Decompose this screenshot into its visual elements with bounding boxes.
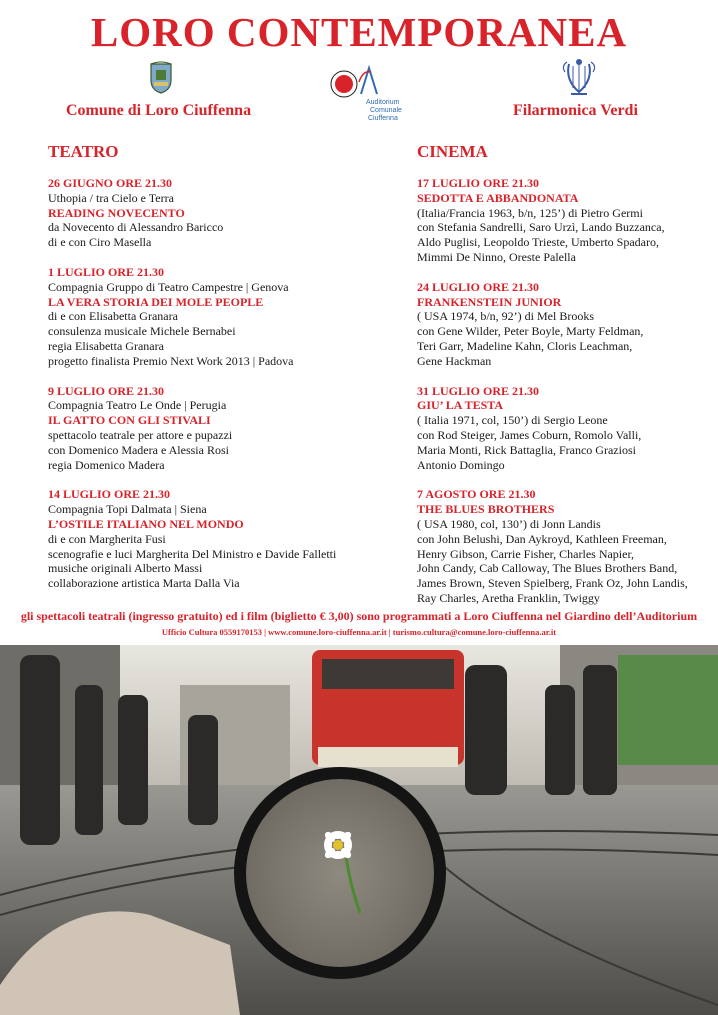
event-detail: da Novecento di Alessandro Baricco [48,220,224,235]
event-detail: Aldo Puglisi, Leopoldo Trieste, Umberto Spadaro, [417,235,659,250]
event-company: Compagnia Gruppo di Teatro Campestre | Genova [48,279,289,294]
event-detail: Antonio Domingo [417,457,505,472]
comune-crest-icon [148,60,174,94]
event-company: Uthopia / tra Cielo e Terra [48,190,174,205]
auditorium-logo-line-3: Ciuffenna [368,115,398,122]
filarmonica-lyre-icon [561,58,597,98]
auditorium-logo-icon [330,60,420,122]
event-detail: spettacolo teatrale per attore e pupazzi [48,427,233,442]
cinema-heading: CINEMA [417,142,488,161]
event-detail: John Candy, Cab Calloway, The Blues Brothers Band, [417,561,678,576]
event-company: Compagnia Teatro Le Onde | Perugia [48,398,227,413]
event-detail: regia Elisabetta Granara [48,338,164,353]
event-detail: Teri Garr, Madeline Kahn, Cloris Leachman, [417,338,633,353]
event-title: FRANKENSTEIN JUNIOR [417,294,562,309]
event-date: 24 LUGLIO ORE 21.30 [417,279,540,294]
teatro-event [48,265,388,369]
venue-note: gli spettacoli teatrali (ingresso gratuito) ed i film (biglietto € 3,00) sono programmati a Loro Ciuffenna nel Giardino dell’Auditorium [20,609,698,623]
event-detail: ( USA 1980, col, 130’) di Jonn Landis [417,516,601,531]
event-title: READING NOVECENTO [48,205,185,220]
teatro-event [48,487,388,591]
poster-title: LORO CONTEMPORANEA [90,9,628,55]
event-detail: ( USA 1974, b/n, 92’) di Mel Brooks [417,309,594,324]
event-date: 7 AGOSTO ORE 21.30 [417,487,536,502]
event-title: LA VERA STORIA DEI MOLE PEOPLE [48,294,264,309]
street-photo [0,645,718,1015]
comune-label: Comune di Loro Ciuffenna [66,102,252,119]
event-date: 1 LUGLIO ORE 21.30 [48,264,165,279]
event-detail: scenografie e luci Margherita Del Ministro e Davide Falletti [48,546,337,561]
event-detail: musiche originali Alberto Massi [48,561,203,576]
event-detail: con Rod Steiger, James Coburn, Romolo Valli, [417,427,642,442]
teatro-event [48,384,388,473]
event-detail: con Domenico Madera e Alessia Rosi [48,442,229,457]
event-detail: progetto finalista Premio Next Work 2013 | Padova [48,353,294,368]
event-date: 14 LUGLIO ORE 21.30 [48,487,171,502]
teatro-column [48,142,388,606]
filarmonica-label: Filarmonica Verdi [513,102,638,119]
teatro-heading: TEATRO [48,142,119,161]
event-detail: James Brown, Steven Spielberg, Frank Oz, John Landis, [417,576,688,591]
teatro-event [48,176,388,250]
event-company: Compagnia Topi Dalmata | Siena [48,502,207,517]
event-date: 31 LUGLIO ORE 21.30 [417,383,540,398]
event-detail: consulenza musicale Michele Bernabei [48,324,236,339]
event-detail: di e con Margherita Fusi [48,531,166,546]
event-detail: di e con Elisabetta Granara [48,309,178,324]
event-title: THE BLUES BROTHERS [417,502,555,517]
cinema-event [417,280,717,369]
event-detail: collaborazione artistica Marta Dalla Via [48,576,240,591]
event-date: 9 LUGLIO ORE 21.30 [48,383,165,398]
event-date: 26 GIUGNO ORE 21.30 [48,176,173,190]
event-detail: con Gene Wilder, Peter Boyle, Marty Feldman, [417,324,644,339]
contact-line: Ufficio Cultura 0559170153 | www.comune.loro-ciuffenna.ar.it | turismo.cultura@comune.loro-ciuffenna.ar.it [161,627,557,637]
event-detail: con Stefania Sandrelli, Saro Urzì, Lando Buzzanca, [417,220,665,235]
event-detail: con John Belushi, Dan Aykroyd, Kathleen Freeman, [417,531,667,546]
event-title: GIU’ LA TESTA [417,398,504,413]
event-detail: ( Italia 1971, col, 150’) di Sergio Leone [417,413,608,428]
event-detail: Maria Monti, Rick Battaglia, Franco Graziosi [417,442,636,457]
cinema-event [417,176,717,265]
cinema-column [417,142,717,621]
event-detail: Gene Hackman [417,353,492,368]
cinema-event [417,384,717,473]
cinema-event [417,487,717,605]
auditorium-logo-line-2: Comunale [370,107,402,114]
event-detail: Henry Gibson, Carrie Fisher, Charles Napier, [417,546,634,561]
event-detail: di e con Ciro Masella [48,235,152,250]
auditorium-logo-line-1: Auditorium [366,99,400,106]
event-title: SEDOTTA E ABBANDONATA [417,190,579,205]
event-detail: (Italia/Francia 1963, b/n, 125’) di Pietro Germi [417,205,643,220]
event-title: L’OSTILE ITALIANO NEL MONDO [48,516,244,531]
event-date: 17 LUGLIO ORE 21.30 [417,176,540,190]
event-detail: regia Domenico Madera [48,457,165,472]
event-detail: Ray Charles, Aretha Franklin, Twiggy [417,590,600,605]
event-title: IL GATTO CON GLI STIVALI [48,413,211,428]
event-detail: Mimmi De Ninno, Oreste Palella [417,249,576,264]
